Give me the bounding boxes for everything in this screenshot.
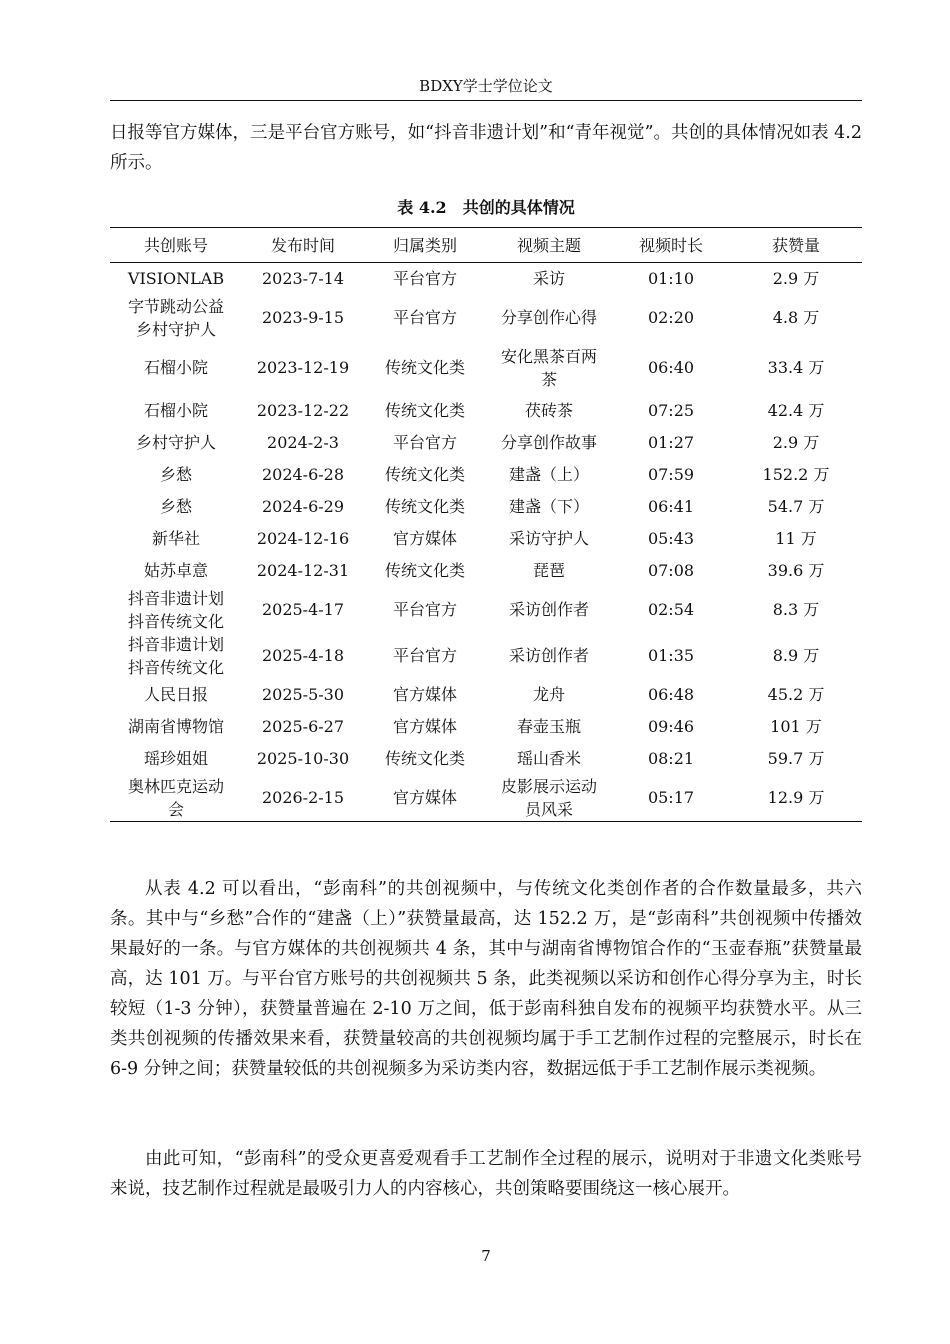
table-cell: 平台官方 [392, 269, 457, 289]
intro-paragraph: 日报等官方媒体，三是平台官方账号，如“抖音非遗计划”和“青年视觉”。共创的具体情况如表 4.2 所示。 [110, 123, 862, 173]
table-cell: 姑苏卓意 [143, 561, 208, 580]
table-cell: 8.3 万 [772, 600, 820, 619]
table-cell: 2024-12-16 [256, 529, 350, 548]
table-cell: 2025-10-30 [256, 749, 350, 768]
table-row [110, 679, 862, 711]
table-cell: 采访 [532, 269, 565, 289]
table-cell: 皮影展示运动 员风采 [486, 775, 612, 822]
page-header-title: BDXY学士学位论文 [419, 77, 553, 95]
table-cell: 石榴小院 [143, 358, 208, 377]
table-row [110, 459, 862, 491]
table-cell: 4.8 万 [772, 308, 820, 327]
table-cell: 抖音非遗计划 抖音传统文化 [127, 634, 224, 677]
table-row [110, 555, 862, 587]
table-cell: 采访守护人 [508, 529, 589, 548]
table-cell: 字节跳动公益 乡村守护人 [127, 296, 224, 339]
table-cell: VISIONLAB [127, 269, 225, 289]
table-cell: 官方媒体 [364, 775, 486, 822]
column-header: 视频时长 [612, 228, 730, 263]
table-cell: 07:08 [647, 561, 695, 580]
table-cell: 奥林匹克运动 会 [110, 775, 242, 822]
table-row [110, 263, 862, 295]
table-cell: 官方媒体 [392, 685, 457, 704]
table-cell: 龙舟 [532, 685, 565, 704]
table-cell: 茯砖茶 [524, 401, 573, 420]
table-cell: 传统文化类 [384, 401, 465, 420]
table-row [110, 491, 862, 523]
table-cell: 建盏（下） [508, 497, 589, 516]
table-cell: 2024-2-3 [267, 433, 339, 452]
table-row [110, 587, 862, 633]
table-cell: 分享创作故事 [500, 433, 597, 452]
table-cell: 2025-5-30 [261, 685, 345, 704]
table-cell: 瑶珍姐姐 [143, 749, 208, 768]
table-cell: 平台官方 [392, 600, 457, 619]
table-cell: 2023-7-14 [261, 269, 345, 289]
table-row [110, 523, 862, 555]
table-cell: 石榴小院 [143, 401, 208, 420]
table-cell: 乡愁 [159, 497, 192, 516]
table-cell: 2025-6-27 [261, 717, 345, 736]
table-cell: 06:48 [647, 685, 695, 704]
table-cell: 乡村守护人 [135, 433, 216, 452]
table-container [110, 227, 862, 822]
header-rule [110, 100, 862, 101]
table-cell: 乡愁 [159, 465, 192, 484]
table-cell: 瑶山香米 [516, 749, 581, 768]
table-cell: 官方媒体 [392, 717, 457, 736]
table-caption: 表 4.2 共创的具体情况 [397, 198, 575, 217]
table-cell: 01:10 [647, 269, 695, 289]
table-cell: 152.2 万 [762, 465, 830, 484]
table-cell: 2.9 万 [772, 269, 820, 289]
table-cell: 建盏（上） [508, 465, 589, 484]
table-row [110, 743, 862, 775]
table-cell: 01:27 [647, 433, 695, 452]
table-cell: 33.4 万 [767, 358, 825, 377]
table-body [110, 263, 862, 822]
table-cell: 湖南省博物馆 [127, 717, 224, 736]
table-cell: 2023-12-22 [256, 401, 350, 420]
table-cell: 02:20 [647, 308, 695, 327]
table-cell: 12.9 万 [730, 775, 862, 822]
table-cell: 琵琶 [532, 561, 565, 580]
table-cell: 08:21 [647, 749, 695, 768]
table-cell: 新华社 [151, 529, 200, 548]
collaboration-table [110, 227, 862, 822]
table-cell: 传统文化类 [384, 561, 465, 580]
table-cell: 06:40 [647, 358, 695, 377]
column-header: 归属类别 [364, 228, 486, 263]
table-cell: 传统文化类 [384, 358, 465, 377]
table-cell: 8.9 万 [772, 646, 820, 665]
table-cell: 101 万 [770, 717, 822, 736]
column-header: 视频主题 [486, 228, 612, 263]
table-cell: 平台官方 [392, 433, 457, 452]
analysis-paragraph: 从表 4.2 可以看出，“彭南科”的共创视频中，与传统文化类创作者的合作数量最多，共六条。其中与“乡愁”合作的“建盏（上）”获赞量最高，达 152.2 万，是“彭南科”共创视频中传播效果最好的一条。与官方媒体的共创视频共 4 条，其中与湖南省博物馆合作的“玉壶春瓶”获赞量最高，达 101 万。与平台官方账号的共创视频共 5 条，此类视频以采访和创作心得分享为主，时长较短（1-3 分钟），获赞量普遍在 2-10 万之间，低于彭南科独自发布的视频平均获赞水平。从三类共创视频的传播效果来看，获赞量较高的共创视频均属于手工艺制作过程的完整展示，时长在 6-9 分钟之间；获赞量较低的共创视频多为采访类内容，数据远低于手工艺制作展示类视频。 [110, 879, 862, 1079]
table-cell: 05:43 [647, 529, 695, 548]
table-cell: 2025-4-18 [261, 646, 345, 665]
table-cell: 2024-6-29 [261, 497, 345, 516]
table-cell: 分享创作心得 [500, 308, 597, 327]
table-cell: 39.6 万 [767, 561, 825, 580]
table-row [110, 395, 862, 427]
column-header: 获赞量 [730, 228, 862, 263]
table-cell: 59.7 万 [767, 749, 825, 768]
table-cell: 45.2 万 [767, 685, 825, 704]
table-cell: 传统文化类 [384, 749, 465, 768]
table-cell: 2.9 万 [772, 433, 820, 452]
table-cell: 传统文化类 [384, 465, 465, 484]
table-cell: 安化黑茶百两 茶 [500, 346, 597, 389]
table-cell: 2026-2-15 [242, 775, 364, 822]
table-cell: 平台官方 [392, 646, 457, 665]
table-cell: 06:41 [647, 497, 695, 516]
table-row [110, 341, 862, 395]
table-cell: 05:17 [612, 775, 730, 822]
table-cell: 2024-6-28 [261, 465, 345, 484]
page-number: 7 [481, 1247, 491, 1265]
conclusion-paragraph: 由此可知，“彭南科”的受众更喜爱观看手工艺制作全过程的展示，说明对于非遗文化类账号来说，技艺制作过程就是最吸引力人的内容核心，共创策略要围绕这一核心展开。 [110, 1149, 862, 1199]
table-cell: 2023-12-19 [256, 358, 350, 377]
table-cell: 07:59 [647, 465, 695, 484]
table-row [110, 427, 862, 459]
table-cell: 官方媒体 [392, 529, 457, 548]
table-cell: 09:46 [647, 717, 695, 736]
table-cell: 2025-4-17 [261, 600, 345, 619]
table-row [110, 711, 862, 743]
table-cell: 54.7 万 [767, 497, 825, 516]
table-cell: 传统文化类 [384, 497, 465, 516]
table-cell: 采访创作者 [508, 646, 589, 665]
column-header: 共创账号 [110, 228, 242, 263]
table-cell: 07:25 [647, 401, 695, 420]
column-header: 发布时间 [242, 228, 364, 263]
table-cell: 抖音非遗计划 抖音传统文化 [127, 588, 224, 631]
table-cell: 人民日报 [143, 685, 208, 704]
table-cell: 01:35 [647, 646, 695, 665]
table-cell: 02:54 [647, 600, 695, 619]
table-row [110, 633, 862, 679]
table-cell: 2024-12-31 [256, 561, 350, 580]
table-cell: 平台官方 [392, 308, 457, 327]
table-row [110, 295, 862, 341]
table-cell: 采访创作者 [508, 600, 589, 619]
table-cell: 42.4 万 [767, 401, 825, 420]
table-row [110, 775, 862, 822]
table-cell: 2023-9-15 [261, 308, 345, 327]
table-cell: 春壶玉瓶 [516, 717, 581, 736]
table-header-row [110, 228, 862, 263]
table-cell: 11 万 [775, 529, 817, 548]
